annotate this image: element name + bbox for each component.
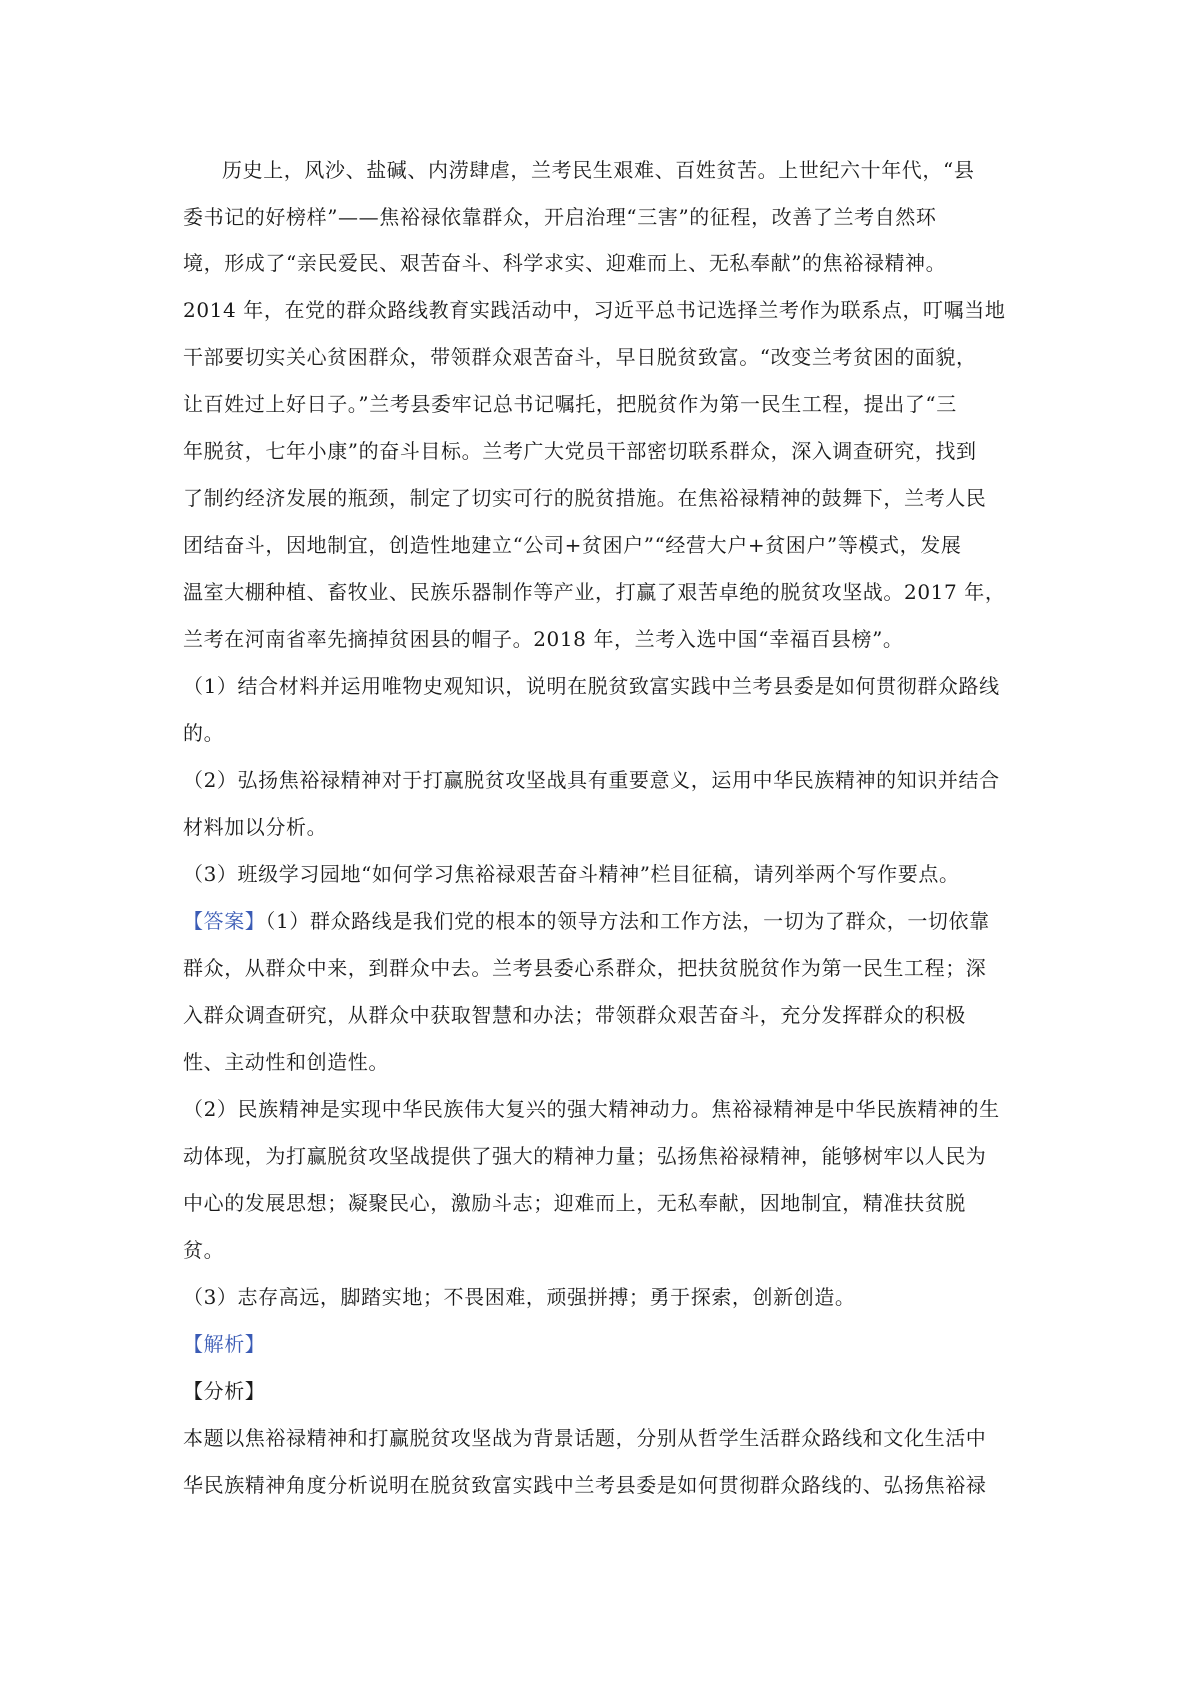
answer-tag: 【答案】	[183, 909, 266, 933]
answer-3-line-1: （3）志存高远，脚踏实地；不畏困难，顽强拼搏；勇于探索，创新创造。	[183, 1285, 856, 1309]
material-line-3: 境，形成了“亲民爱民、艰苦奋斗、科学求实、迎难而上、无私奉献”的焦裕禄精神。	[183, 251, 947, 275]
analysis-sub-tag: 【分析】	[183, 1379, 266, 1403]
material-line-1: 历史上，风沙、盐碱、内涝肆虐，兰考民生艰难、百姓贫苦。上世纪六十年代，“县	[222, 158, 975, 182]
answer-1-text-1: （1）群众路线是我们党的根本的领导方法和工作方法，一切为了群众，一切依靠	[265, 909, 990, 933]
answer-2-line-4: 贫。	[183, 1238, 225, 1262]
answer-2-line-1: （2）民族精神是实现中华民族伟大复兴的强大精神动力。焦裕禄精神是中华民族精神的生	[183, 1097, 1000, 1121]
answer-1-line-4: 性、主动性和创造性。	[183, 1050, 389, 1074]
question-3-line-1: （3）班级学习园地“如何学习焦裕禄艰苦奋斗精神”栏目征稿，请列举两个写作要点。	[183, 862, 960, 886]
question-1-line-1: （1）结合材料并运用唯物史观知识，说明在脱贫致富实践中兰考县委是如何贯彻群众路线	[183, 674, 1000, 698]
answer-line-1	[183, 907, 990, 935]
answer-2-line-3: 中心的发展思想；凝聚民心，激励斗志；迎难而上，无私奉献，因地制宜，精准扶贫脱	[183, 1191, 966, 1215]
material-line-11: 兰考在河南省率先摘掉贫困县的帽子。2018 年，兰考入选中国“幸福百县榜”。	[183, 627, 904, 651]
material-line-5: 干部要切实关心贫困群众，带领群众艰苦奋斗，早日脱贫致富。“改变兰考贫困的面貌，	[183, 345, 977, 369]
material-line-2: 委书记的好榜样”——焦裕禄依靠群众，开启治理“三害”的征程，改善了兰考自然环	[183, 205, 937, 229]
question-1-line-2: 的。	[183, 721, 225, 745]
question-2-line-1: （2）弘扬焦裕禄精神对于打赢脱贫攻坚战具有重要意义，运用中华民族精神的知识并结合	[183, 768, 1000, 792]
material-line-7: 年脱贫，七年小康”的奋斗目标。兰考广大党员干部密切联系群众，深入调查研究，找到	[183, 439, 977, 463]
answer-1-line-2: 群众，从群众中来，到群众中去。兰考县委心系群众，把扶贫脱贫作为第一民生工程；深	[183, 956, 987, 980]
answer-2-line-2: 动体现，为打赢脱贫攻坚战提供了强大的精神力量；弘扬焦裕禄精神，能够树牢以人民为	[183, 1144, 987, 1168]
material-line-6: 让百姓过上好日子。”兰考县委牢记总书记嘱托，把脱贫作为第一民生工程，提出了“三	[183, 392, 957, 416]
question-2-line-2: 材料加以分析。	[183, 815, 328, 839]
material-line-4: 2014 年，在党的群众路线教育实践活动中，习近平总书记选择兰考作为联系点，叮嘱当地	[183, 298, 1006, 322]
material-line-8: 了制约经济发展的瓶颈，制定了切实可行的脱贫措施。在焦裕禄精神的鼓舞下，兰考人民	[183, 486, 987, 510]
answer-1-line-3: 入群众调查研究，从群众中获取智慧和办法；带领群众艰苦奋斗，充分发挥群众的积极	[183, 1003, 966, 1027]
material-line-9: 团结奋斗，因地制宜，创造性地建立“公司+贫困户”“经营大户+贫困户”等模式，发展	[183, 533, 962, 557]
analysis-tag: 【解析】	[183, 1332, 266, 1356]
analysis-line-1: 本题以焦裕禄精神和打赢脱贫攻坚战为背景话题，分别从哲学生活群众路线和文化生活中	[183, 1426, 987, 1450]
material-line-10: 温室大棚种植、畜牧业、民族乐器制作等产业，打赢了艰苦卓绝的脱贫攻坚战。2017 年，	[183, 580, 1006, 604]
analysis-line-2: 华民族精神角度分析说明在脱贫致富实践中兰考县委是如何贯彻群众路线的、弘扬焦裕禄	[183, 1473, 987, 1497]
